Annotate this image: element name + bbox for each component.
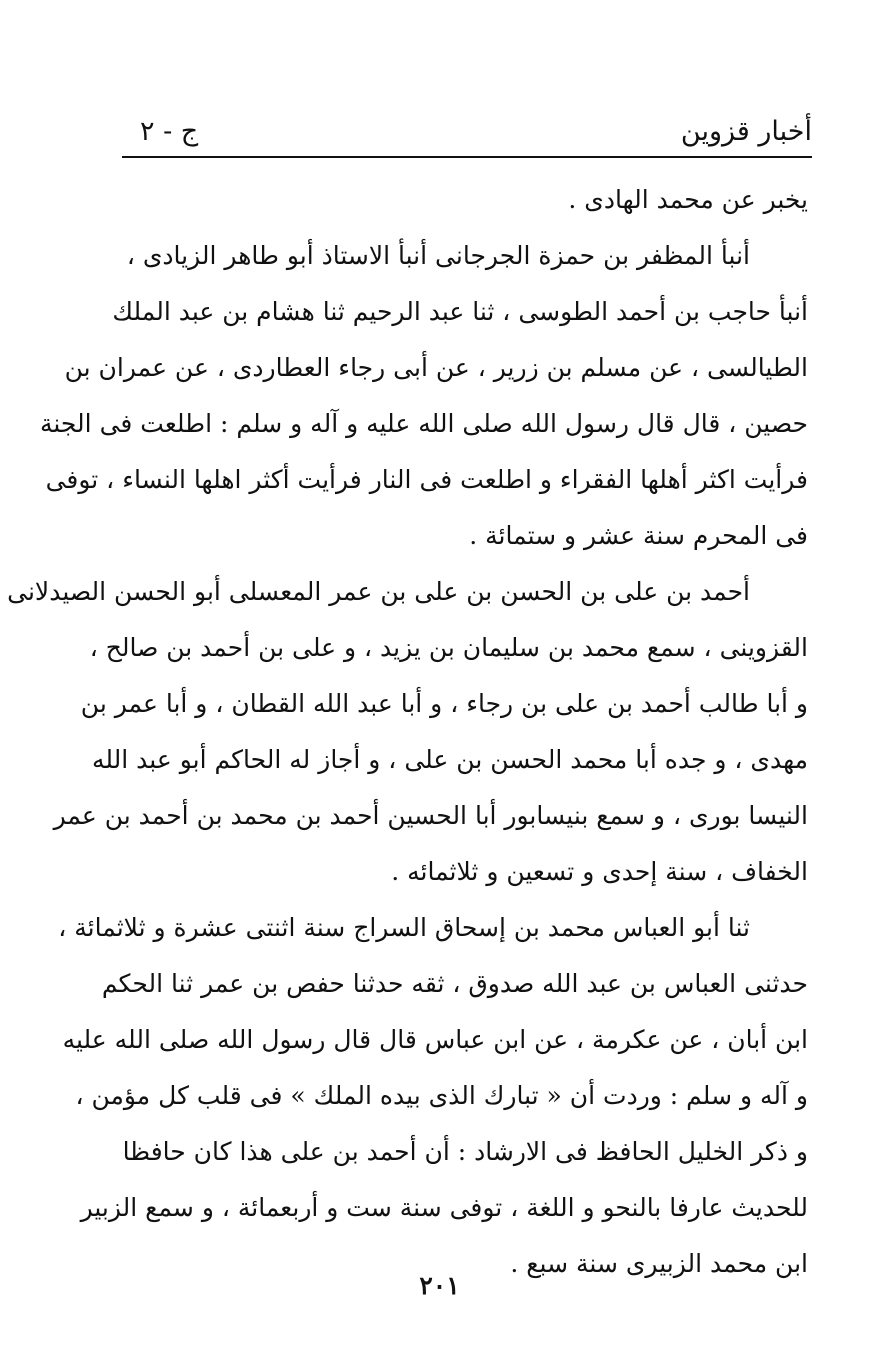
page-number: ٢٠١ bbox=[419, 1271, 460, 1300]
text-line: حدثنى العباس بن عبد الله صدوق ، ثقه حدثنا حفص بن عمر ثنا الحكم bbox=[101, 969, 808, 998]
text-line: ابن أبان ، عن عكرمة ، عن ابن عباس قال قال رسول الله صلى الله عليه bbox=[62, 1025, 808, 1054]
book-title: أخبار قزوين bbox=[680, 116, 812, 147]
text-line: يخبر عن محمد الهادى . bbox=[568, 185, 808, 214]
text-line: الخفاف ، سنة إحدى و تسعين و ثلاثمائه . bbox=[391, 857, 808, 886]
text-line: ابن محمد الزبيرى سنة سبع . bbox=[510, 1249, 808, 1278]
text-line: و أبا طالب أحمد بن على بن رجاء ، و أبا عبد الله القطان ، و أبا عمر بن bbox=[80, 689, 808, 718]
text-line: فرأيت اكثر أهلها الفقراء و اطلعت فى النار فرأيت أكثر اهلها النساء ، توفى bbox=[45, 465, 808, 494]
body-text bbox=[7, 172, 808, 1292]
text-line: حصين ، قال قال رسول الله صلى الله عليه و آله و سلم : اطلعت فى الجنة bbox=[39, 409, 808, 438]
text-line: أنبأ حاجب بن أحمد الطوسى ، ثنا عبد الرحيم ثنا هشام بن عبد الملك bbox=[112, 297, 808, 326]
text-line: النيسا بورى ، و سمع بنيسابور أبا الحسين أحمد بن محمد بن أحمد بن عمر bbox=[53, 801, 808, 830]
text-line: أحمد بن على بن الحسن بن على بن عمر المعسلى أبو الحسن الصيدلانى bbox=[7, 577, 750, 606]
header-divider bbox=[122, 156, 812, 158]
text-line: و ذكر الخليل الحافظ فى الارشاد : أن أحمد بن على هذا كان حافظا bbox=[122, 1137, 808, 1166]
text-line: للحديث عارفا بالنحو و اللغة ، توفى سنة ست و أربعمائة ، و سمع الزبير bbox=[80, 1193, 808, 1222]
running-header bbox=[122, 112, 812, 152]
text-line: فى المحرم سنة عشر و ستمائة . bbox=[469, 521, 808, 550]
text-line: الطيالسى ، عن مسلم بن زرير ، عن أبى رجاء العطاردى ، عن عمران بن bbox=[64, 353, 808, 382]
volume-number: ج - ٢ bbox=[140, 116, 199, 147]
text-line: القزوينى ، سمع محمد بن سليمان بن يزيد ، و على بن أحمد بن صالح ، bbox=[89, 633, 808, 662]
text-line: مهدى ، و جده أبا محمد الحسن بن على ، و أجاز له الحاكم أبو عبد الله bbox=[91, 745, 808, 774]
text-line: و آله و سلم : وردت أن « تبارك الذى بيده الملك » فى قلب كل مؤمن ، bbox=[75, 1081, 808, 1110]
text-line: ثنا أبو العباس محمد بن إسحاق السراج سنة اثنتى عشرة و ثلاثمائة ، bbox=[58, 913, 750, 942]
text-line: أنبأ المظفر بن حمزة الجرجانى أنبأ الاستاذ أبو طاهر الزيادى ، bbox=[126, 241, 750, 270]
